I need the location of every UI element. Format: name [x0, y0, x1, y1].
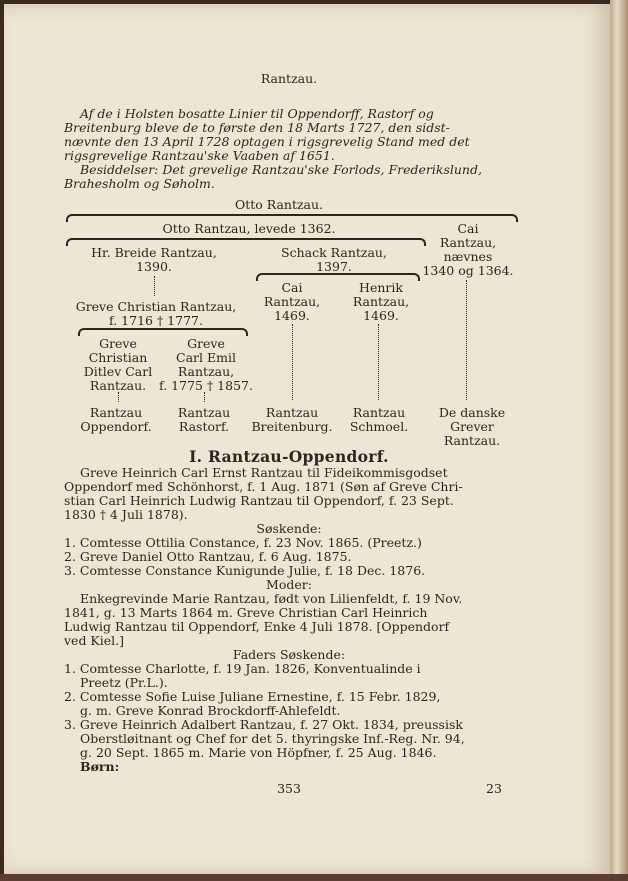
mother-heading: Moder:: [266, 577, 312, 592]
intro-line-4: rigsgrevelige Rantzau'ske Vaaben af 1651.: [64, 148, 335, 163]
mother-line-2: 1841, g. 13 Marts 1864 m. Greve Christian Carl Heinrich: [64, 605, 428, 620]
sibling-2: 2. Greve Daniel Otto Rantzau, f. 6 Aug. 1875.: [64, 549, 352, 564]
father-sibling-2: 2. Comtesse Sofie Luise Juliane Ernestine, f. 15 Febr. 1829,: [64, 689, 441, 704]
children-heading: Børn:: [80, 759, 120, 774]
tree-line-rastorf: Rantzau Rastorf.: [177, 405, 231, 434]
main-line-3: stian Carl Heinrich Ludwig Rantzau til Oppendorf, f. 23 Sept.: [64, 493, 454, 508]
tree-dots-ditlev: [118, 392, 119, 402]
father-sibling-1: 1. Comtesse Charlotte, f. 19 Jan. 1826, Konventualinde i: [64, 661, 421, 676]
page-number: 353: [277, 781, 301, 796]
intro-line-3: nævnte den 13 April 1728 optagen i rigsgrevelig Stand med det: [64, 134, 470, 149]
tree-line-danske: De danske Grever Rantzau.: [438, 405, 506, 448]
father-sibling-3-cont-2: g. 20 Sept. 1865 m. Marie von Höpfner, f. 25 Aug. 1846.: [80, 745, 437, 760]
book-binding-edge: [0, 874, 628, 881]
father-sibling-2-cont: g. m. Greve Konrad Brockdorff-Ahlefeldt.: [80, 703, 341, 718]
father-siblings-heading: Faders Søskende:: [232, 647, 346, 662]
intro-line-2: Breitenburg bleve de to første den 18 Marts 1727, den sidst-: [64, 120, 450, 135]
main-line-1: Greve Heinrich Carl Ernst Rantzau til Fideikommisgodset: [80, 465, 448, 480]
tree-cai-mid: Cai Rantzau, 1469.: [263, 280, 321, 323]
mother-line-4: ved Kiel.]: [64, 633, 125, 648]
book-page-edge: [610, 0, 628, 881]
tree-greve-christian-ditlev: Greve Christian Ditlev Carl Rantzau.: [83, 336, 153, 393]
siblings-heading: Søskende:: [256, 521, 322, 536]
tree-breide: Hr. Breide Rantzau, 1390.: [91, 245, 217, 274]
tree-greve-carl-emil: Greve Carl Emil Rantzau, f. 1775 † 1857.: [159, 336, 253, 393]
tree-dots-emil: [204, 392, 205, 402]
main-line-2: Oppendorf med Schönhorst, f. 1 Aug. 1871 (Søn af Greve Chri-: [64, 479, 463, 494]
sibling-3: 3. Comtesse Constance Kunigunde Julie, f. 18 Dec. 1876.: [64, 563, 426, 578]
book-page: [4, 4, 610, 874]
main-line-4: 1830 † 4 Juli 1878).: [64, 507, 188, 522]
page-header: Rantzau.: [260, 71, 318, 86]
tree-root: Otto Rantzau.: [234, 197, 324, 212]
tree-otto: Otto Rantzau, levede 1362.: [162, 221, 336, 236]
tree-henrik: Henrik Rantzau, 1469.: [352, 280, 410, 323]
section-title: I. Rantzau-Oppendorf.: [189, 447, 389, 466]
mother-line-1: Enkegrevinde Marie Rantzau, født von Lilienfeldt, f. 19 Nov.: [80, 591, 463, 606]
father-sibling-3-cont-1: Oberstløitnant og Chef for det 5. thyringske Inf.-Reg. Nr. 94,: [80, 731, 465, 746]
tree-cai-top: Cai Rantzau, nævnes 1340 og 1364.: [422, 221, 514, 278]
intro-line-5: Besiddelser: Det grevelige Rantzau'ske Forlods, Frederikslund,: [80, 162, 482, 177]
tree-dots-cai-top: [466, 280, 467, 400]
tree-dots-breide: [154, 276, 155, 296]
mother-line-3: Ludwig Rantzau til Oppendorf, Enke 4 Juli 1878. [Oppendorf: [64, 619, 450, 634]
intro-line-1: Af de i Holsten bosatte Linier til Oppendorff, Rastorf og: [80, 106, 434, 121]
tree-dots-cai-mid: [292, 324, 293, 400]
tree-greve-christian: Greve Christian Rantzau, f. 1716 † 1777.: [75, 299, 237, 328]
tree-line-schmoel: Rantzau Schmoel.: [349, 405, 409, 434]
tree-line-breitenburg: Rantzau Breitenburg.: [251, 405, 333, 434]
tree-line-oppendorf: Rantzau Oppendorf.: [80, 405, 152, 434]
father-sibling-3: 3. Greve Heinrich Adalbert Rantzau, f. 27 Okt. 1834, preussisk: [64, 717, 463, 732]
tree-schack: Schack Rantzau, 1397.: [281, 245, 387, 274]
tree-brace-christian: [78, 328, 248, 336]
tree-dots-henrik: [378, 324, 379, 400]
sibling-1: 1. Comtesse Ottilia Constance, f. 23 Nov. 1865. (Preetz.): [64, 535, 422, 550]
father-sibling-1-cont: Preetz (Pr.L.).: [80, 675, 168, 690]
intro-line-6: Brahesholm og Søholm.: [64, 176, 215, 191]
signature-mark: 23: [486, 781, 502, 796]
